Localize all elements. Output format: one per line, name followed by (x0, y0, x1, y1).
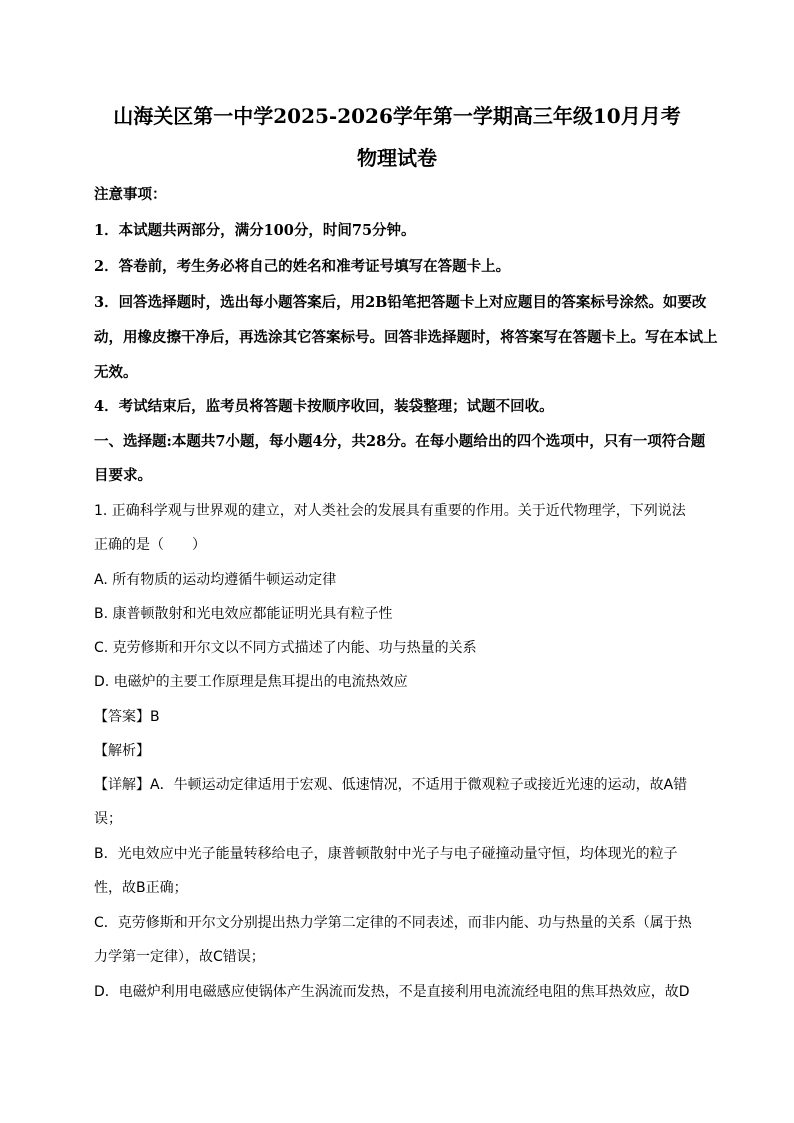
notice-item-4: 4．考试结束后，监考员将答题卡按顺序收回，装袋整理；试题不回收。 (94, 398, 554, 415)
question-1-option-a: A. 所有物质的运动均遵循牛顿运动定律 (94, 572, 337, 588)
analysis-line-7: D．电磁炉利用电磁感应使锅体产生涡流而发热，不是直接利用电流流经电阻的焦耳热效应，故D (94, 984, 690, 1000)
exam-title: 山海关区第一中学2025-2026学年第一学期高三年级10月月考 (113, 104, 681, 128)
question-1-option-b: B. 康普顿散射和光电效应都能证明光具有粒子性 (94, 606, 393, 622)
analysis-line-3: B．光电效应中光子能量转移给电子，康普顿散射中光子与电子碰撞动量守恒，均体现光的粒子 (94, 846, 678, 862)
notice-item-3-line1: 3．回答选择题时，选出每小题答案后，用2B铅笔把答题卡上对应题目的答案标号涂然。如要改 (94, 294, 707, 311)
analysis-line-6: 力学第一定律），故C错误； (94, 949, 265, 965)
question-1-stem-line1: 1. 正确科学观与世界观的建立，对人类社会的发展具有重要的作用。关于近代物理学，下列说法 (94, 503, 686, 519)
analysis-line-1: 【详解】A．牛顿运动定律适用于宏观、低速情况，不适用于微观粒子或接近光速的运动，故A错 (94, 777, 688, 793)
question-1-stem-line2: 正确的是（ ） (94, 537, 206, 553)
question-1-analysis-heading: 【解析】 (94, 743, 150, 759)
question-1-option-d: D. 电磁炉的主要工作原理是焦耳提出的电流热效应 (94, 674, 408, 690)
notice-item-3-line3: 无效。 (94, 364, 138, 381)
notice-item-2: 2．答卷前，考生务必将自己的姓名和准考证号填写在答题卡上。 (94, 258, 511, 275)
notice-heading: 注意事项： (94, 186, 167, 203)
notice-item-3-line2: 动，用橡皮擦干净后，再选涂其它答案标号。回答非选择题时，将答案写在答题卡上。写在本试上 (94, 329, 718, 346)
analysis-line-2: 误； (94, 811, 122, 827)
section-heading-line1: 一、选择题:本题共7小题，每小题4分，共28分。在每小题给出的四个选项中，只有一项符合题 (94, 433, 706, 450)
question-1-option-c: C. 克劳修斯和开尔文以不同方式描述了内能、功与热量的关系 (94, 640, 477, 656)
exam-subject: 物理试卷 (357, 146, 437, 170)
notice-item-1: 1．本试题共两部分，满分100分，时间75分钟。 (94, 222, 416, 239)
question-1-answer: 【答案】B (94, 709, 160, 725)
analysis-line-4: 性，故B正确； (94, 880, 188, 896)
section-heading-line2: 目要求。 (94, 467, 152, 484)
analysis-line-5: C．克劳修斯和开尔文分别提出热力学第二定律的不同表述，而非内能、功与热量的关系（属于热 (94, 915, 692, 931)
